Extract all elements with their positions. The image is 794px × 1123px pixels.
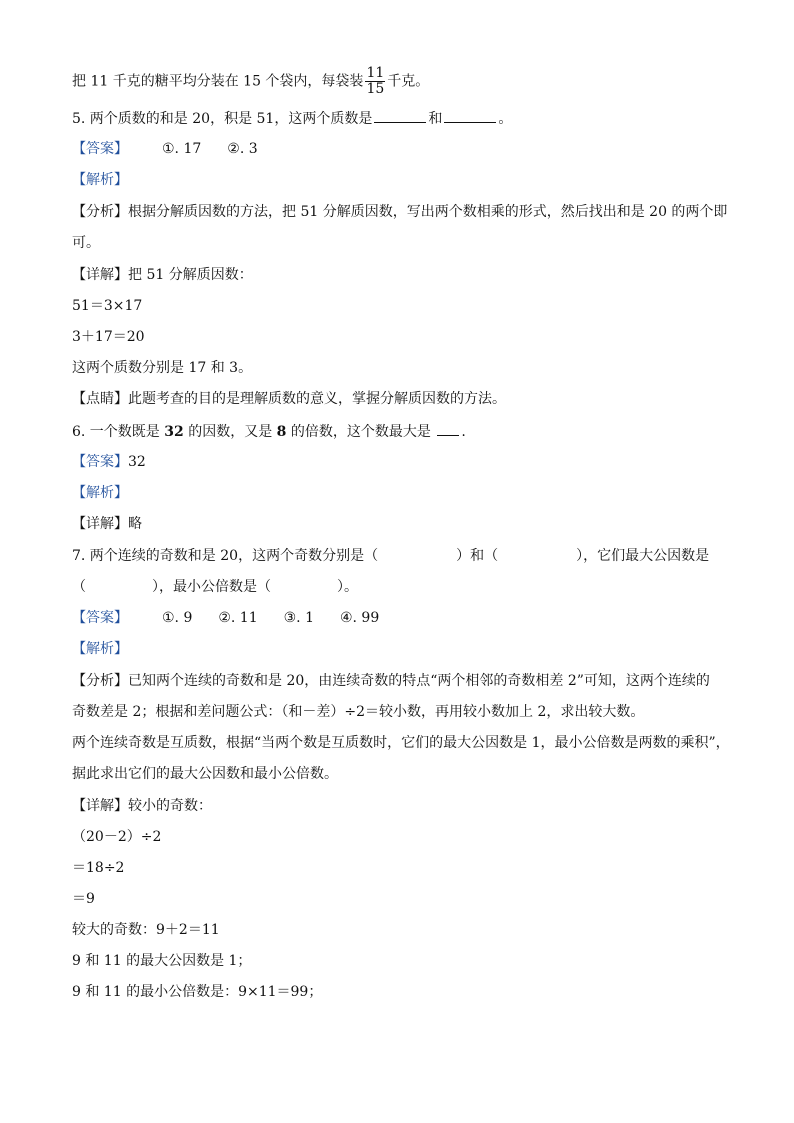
calc-line: （20－2）÷2 [72, 829, 162, 845]
q6-answer [72, 452, 146, 472]
answer-blank [374, 108, 426, 123]
question-7 [72, 546, 709, 566]
q6-detail [72, 514, 142, 534]
q5-and: 和 [428, 111, 443, 127]
detail-tag: 【详解】 [72, 267, 128, 283]
detail-text: 较小的奇数： [128, 798, 212, 814]
q6-end: . [461, 424, 466, 440]
q5-comment [72, 389, 506, 409]
answer-blank [444, 108, 496, 123]
fenxi-text-cont: 两个连续奇数是互质数，根据“当两个数是互质数时，它们的最大公因数是 1，最小公倍数是两数的乘积”， [72, 735, 730, 751]
q6-number: 32 [164, 424, 184, 440]
answer-item: ②. 11 [218, 610, 258, 626]
sugar-text: 把 11 千克的糖平均分装在 15 个袋内，每袋装 [72, 73, 364, 90]
answer-item: ①. 17 [162, 141, 202, 157]
q7-detail [72, 796, 212, 816]
fraction [365, 66, 385, 97]
answer-item: 32 [128, 454, 146, 470]
calc-line: 9 和 11 的最小公倍数是：9×11＝99； [72, 984, 323, 1000]
comment-tag: 【点睛】 [72, 391, 128, 407]
analysis-tag: 【解析】 [72, 641, 128, 657]
calc-line: ＝18÷2 [72, 860, 125, 876]
analysis-tag: 【解析】 [72, 172, 128, 188]
q6-text: 6. 一个数既是 [72, 424, 165, 440]
calc-line: 9 和 11 的最大公因数是 1； [72, 953, 252, 969]
q7-text: 7. 两个连续的奇数和是 20，这两个奇数分别是（ [72, 548, 379, 564]
q5-detail [72, 265, 253, 285]
fenxi-text: 根据分解质因数的方法，把 51 分解质因数，写出两个数相乘的形式，然后找出和是 20 的两个即 [128, 204, 728, 220]
sugar-problem-line [72, 66, 429, 97]
answer-tag: 【答案】 [72, 454, 128, 470]
q5-stem: 5. 两个质数的和是 20，积是 51，这两个质数是 [72, 111, 373, 127]
q5-end: 。 [498, 111, 513, 127]
q7-analysis-heading [72, 639, 128, 659]
q7-answer [72, 608, 379, 628]
calc-line: ＝9 [72, 891, 95, 907]
detail-tag: 【详解】 [72, 798, 128, 814]
q7-text: ）和（ [456, 548, 499, 564]
detail-text: 把 51 分解质因数： [128, 267, 253, 283]
q6-text: 的倍数，这个数最大是 [286, 424, 436, 440]
fenxi-text-cont: 据此求出它们的最大公因数和最小公倍数。 [72, 766, 338, 782]
sugar-unit: 千克。 [387, 73, 430, 90]
answer-blank [437, 421, 459, 436]
q5-fenxi [72, 202, 727, 222]
q7-fenxi [72, 671, 710, 691]
q5-fenxi-cont [72, 233, 100, 253]
answer-item: ①. 9 [162, 610, 193, 626]
detail-text: 略 [128, 516, 142, 532]
q6-number: 8 [276, 424, 287, 440]
fraction-denominator: 15 [366, 81, 385, 97]
fenxi-text: 已知两个连续的奇数和是 20，由连续奇数的特点“两个相邻的奇数相差 2”可知，这两个连续的 [128, 673, 710, 689]
answer-item: ③. 1 [283, 610, 314, 626]
answer-item: ②. 3 [227, 141, 258, 157]
fenxi-tag: 【分析】 [72, 673, 128, 689]
calc-line: 较大的奇数：9＋2＝11 [72, 922, 220, 938]
fenxi-tag: 【分析】 [72, 204, 128, 220]
calc-line: 3＋17＝20 [72, 329, 145, 345]
answer-tag: 【答案】 [72, 610, 128, 626]
q5-analysis-heading [72, 170, 128, 190]
detail-tag: 【详解】 [72, 516, 128, 532]
q6-text: 的因数，又是 [183, 424, 277, 440]
answer-item: ④. 99 [339, 610, 380, 626]
answer-tag: 【答案】 [72, 141, 128, 157]
question-5 [72, 108, 512, 129]
q7-text: （ [72, 579, 86, 595]
fraction-numerator: 11 [366, 65, 385, 81]
fenxi-text-cont: 奇数差是 2；根据和差问题公式：（和－差）÷2＝较小数，再用较小数加上 2，求出较大数。 [72, 704, 645, 720]
conclusion-line: 这两个质数分别是 17 和 3。 [72, 360, 253, 376]
calc-line: 51＝3×17 [72, 298, 143, 314]
question-6 [72, 421, 466, 442]
comment-text: 此题考查的目的是理解质数的意义，掌握分解质因数的方法。 [128, 391, 506, 407]
fenxi-text-cont: 可。 [72, 235, 100, 251]
q6-analysis-heading [72, 483, 128, 503]
analysis-tag: 【解析】 [72, 485, 128, 501]
q7-text: ）。 [337, 579, 358, 595]
question-7-cont [72, 577, 358, 597]
q5-answer [72, 139, 258, 159]
q7-text: ），最小公倍数是（ [152, 579, 271, 595]
q7-text: ），它们最大公因数是 [576, 548, 710, 564]
